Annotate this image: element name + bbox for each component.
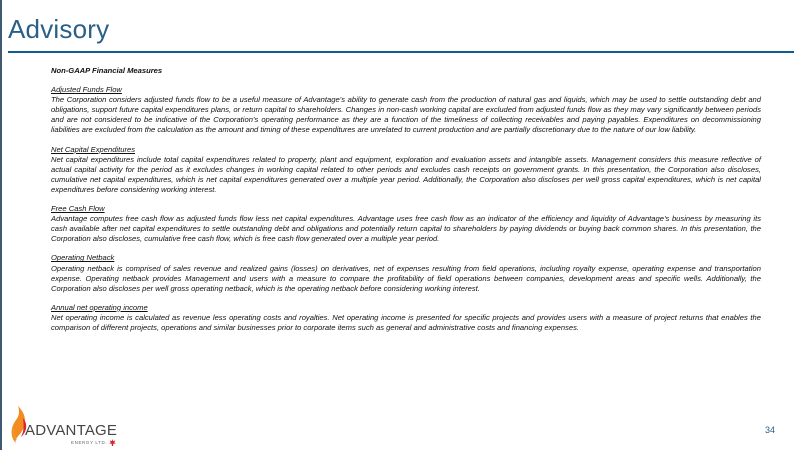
section-title: Adjusted Funds Flow	[51, 85, 122, 95]
section-title: Free Cash Flow	[51, 204, 105, 214]
section-net-capital-expenditures	[51, 145, 761, 195]
section-body: Advantage computes free cash flow as adjusted funds flow less net capital expenditures. Advantage uses free cash flow as an indicator of the efficiency and liquidity of Advantage’s business by measuring its cash available after net capital expenditures to settle outstanding debt and obligations and potentially return capital to shareholders by paying dividends or buying back common shares. In this presentation, the Corporation also discloses, cumulative free cash flow, which is free cash flow generated over a multiple year period.	[51, 214, 761, 244]
section-title: Net Capital Expenditures	[51, 144, 135, 154]
section-adjusted-funds-flow	[51, 85, 761, 135]
title-divider	[8, 51, 794, 53]
section-free-cash-flow	[51, 204, 761, 244]
company-logo	[8, 404, 120, 446]
section-annual-net-operating-income	[51, 303, 761, 333]
section-title: Operating Netback	[51, 253, 115, 263]
maple-leaf-icon	[109, 439, 116, 446]
advisory-content	[51, 66, 761, 342]
section-heading: Non-GAAP Financial Measures	[51, 66, 163, 75]
page-number: 34	[764, 425, 775, 435]
section-body: Net capital expenditures include total capital expenditures related to property, plant and equipment, exploration and evaluation assets and intangible assets. Management considers this measure reflective of actual capital activity for the period as it excludes changes in working capital related to other periods and excludes cash receipts on government grants. In this presentation, the Corporation also discloses, cumulative net capital expenditures, which is net capital expenditures generated over a multiple year period. Additionally, the Corporation also discloses per well gross capital expenditures, which is net capital expenditures before considering working interest.	[51, 154, 761, 194]
section-body: The Corporation considers adjusted funds flow to be a useful measure of Advantage’s ability to generate cash from the production of natural gas and liquids, which may be used to settle outstanding debt and obligations, support future capital expenditures plans, or return capital to shareholders. Changes in non-cash working capital are excluded from adjusted funds flow as they may vary significantly between periods and are not considered to be indicative of the Corporation’s operating performance as they are a function of the timeliness of collecting receivables and paying payables. Expenditures on decommissioning liabilities are excluded from the calculation as the amount and timing of these expenditures are unrelated to current production and are partially discretionary due to the nature of our low liability.	[51, 95, 761, 135]
left-accent-bar	[0, 0, 2, 450]
logo-subtitle: ENERGY LTD.	[71, 440, 108, 445]
section-operating-netback	[51, 253, 761, 293]
page-title: Advisory	[8, 14, 110, 44]
section-body: Net operating income is calculated as revenue less operating costs and royalties. Net operating income is presented for specific projects and provides users with a measure of project returns that enables the comparison of different projects, operations and similar businesses prior to corporate items such as general and administrative costs and financing expenses.	[51, 312, 761, 332]
logo-wordmark: ADVANTAGE	[25, 422, 118, 439]
section-title: Annual net operating income	[51, 302, 148, 312]
section-body: Operating netback is comprised of sales revenue and realized gains (losses) on derivatives, net of expenses resulting from field operations, including royalty expense, operating expense and transportation expense. Operating netback provides Management and users with a measure to compare the profitability of field operations between companies, development areas and specific wells. Additionally, the Corporation also discloses per well gross operating netback, which is the operating netback before considering working interest.	[51, 263, 761, 293]
